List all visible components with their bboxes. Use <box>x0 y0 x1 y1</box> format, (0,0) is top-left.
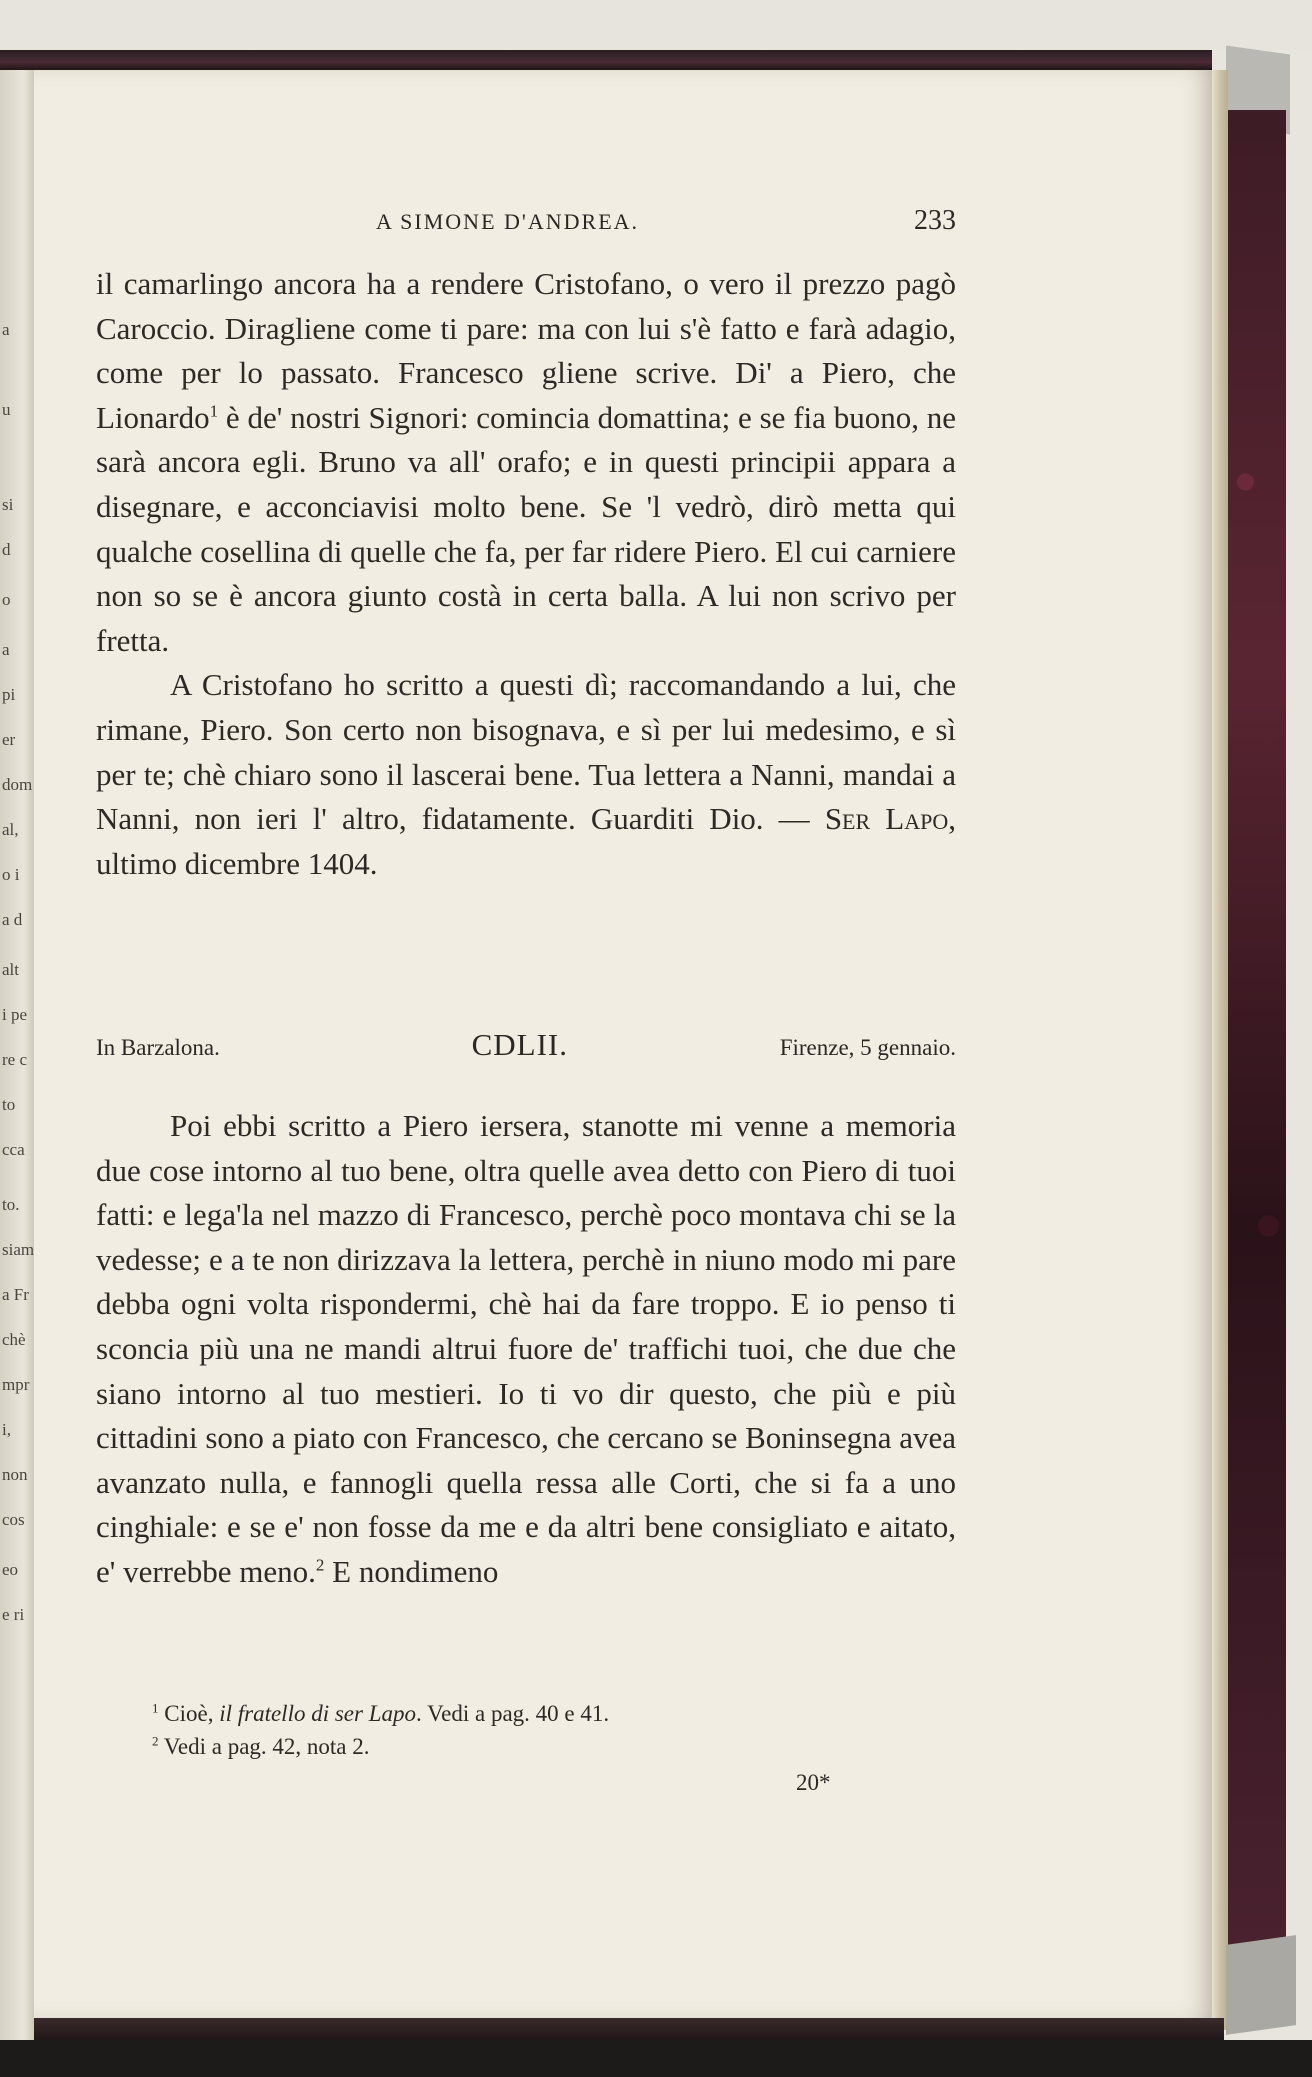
prev-page-fragment: to. <box>2 1195 20 1214</box>
running-title: A SIMONE D'ANDREA. <box>376 209 640 234</box>
signature-name: Ser Lapo <box>824 801 949 837</box>
prev-page-fragment: e ri <box>2 1605 25 1624</box>
prev-page-fragment: chè <box>2 1330 26 1349</box>
running-head <box>96 205 956 237</box>
prev-page-fragment: a <box>2 320 10 339</box>
prev-page-fragment: eo <box>2 1560 19 1579</box>
letter-body-continued <box>96 262 956 886</box>
letter-number: CDLII. <box>471 1027 568 1062</box>
prev-page-fragment: er <box>2 730 16 749</box>
prev-page-fragment: i pe <box>2 1005 28 1024</box>
prev-page-fragment: mpr <box>2 1375 30 1394</box>
page-block-edge <box>1212 70 1228 2030</box>
footnote: $^1$ Cioè, il fratello di ser Lapo. Vedi a pag. 40 e 41. <box>152 1700 610 1726</box>
prev-page-fragment: alt <box>2 960 19 979</box>
marbled-cover <box>1228 110 1286 1970</box>
prev-page-fragment: a <box>2 640 10 659</box>
prev-page-fragment: to <box>2 1095 16 1114</box>
footnote-ref: 2 <box>315 1555 325 1575</box>
prev-page-fragment: i, <box>2 1420 11 1439</box>
page-number: 233 <box>914 205 956 236</box>
prev-page-fragment: re c <box>2 1050 28 1069</box>
prev-page-fragment: a Fr <box>2 1285 29 1304</box>
letter-body <box>96 1104 956 1595</box>
paragraph: il camarlingo ancora ha a rendere Cristofano, o vero il prezzo pagò Caroccio. Diragliene come ti pare: ma con lui s'è fatto e farà adagio, come per lo passato. Francesco gliene scrive. Di' a Piero, che Lionardo$^1$ è de' nostri Signori: comincia domattina; e se fia buono, ne sarà ancora egli. Bruno va all' orafo; e in questi principii appara a disegnare, e acconciavisi molto bene. Se 'l vedrò, dirò metta qui qualche cosellina di quelle che fa, per far ridere Piero. El cui carniere non so se è ancora giunto costà in certa balla. A lui non scrivo per fretta. <box>96 266 956 658</box>
letter-heading <box>96 1027 956 1063</box>
book-cover-right <box>1212 50 1312 2040</box>
background-top <box>0 0 1312 52</box>
book-cover-top-edge <box>0 50 1215 70</box>
prev-page-fragment: o <box>2 590 11 609</box>
book-cover-bottom-edge <box>34 2018 1224 2042</box>
prev-page-fragment: siam <box>2 1240 34 1259</box>
prev-page-fragment: cos <box>2 1510 25 1529</box>
paragraph: Poi ebbi scritto a Piero iersera, stanotte mi venne a memoria due cose intorno al tuo bene, oltra quelle avea detto con Piero di tuoi fatti: e lega'la nel mazzo di Francesco, perchè poco montava chi se la vedesse; e a te non dirizzava la lettera, perchè in niuno modo mi pare debba ogni volta rispondermi, chè hai da fare troppo. E io penso ti sconcia più una ne mandi altrui fuore de' traffichi tuoi, che due che siano intorno al tuo mestieri. Io ti vo dir questo, che più e più cittadini sono a piato con Francesco, che cercano se Boninsegna avea avanzato nulla, e fannogli quella ressa alle Corti, che si fa a uno cinghiale: e se e' non fosse da me e da altri bene consigliato e aitato, e' verrebbe meno.$^2$ E nondimeno <box>96 1108 956 1589</box>
prev-page-fragment: o i <box>2 865 20 884</box>
prev-page-fragment: non <box>2 1465 28 1484</box>
cover-corner <box>1226 1935 1296 2035</box>
paragraph: A Cristofano ho scritto a questi dì; raccomandando a lui, che rimane, Piero. Son certo non bisognava, e sì per lui medesimo, e sì per te; chè chiaro sono il lascerai bene. Tua lettera a Nanni, mandai a Nanni, non ieri l' altro, fidatamente. Guarditi Dio. — Ser Lapo, ultimo dicembre 1404. <box>96 667 956 881</box>
prev-page-fragment: d <box>2 540 11 559</box>
prev-page-fragment: dom <box>2 775 33 794</box>
footnote-ref: 1 <box>209 401 219 421</box>
prev-page-fragment: a d <box>2 910 23 929</box>
prev-page-fragment: cca <box>2 1140 25 1159</box>
prev-page-fragment: u <box>2 400 11 419</box>
footnote: $^2$ Vedi a pag. 42, nota 2. <box>152 1733 370 1759</box>
footnotes <box>152 1697 952 1763</box>
prev-page-fragment: si <box>2 495 14 514</box>
prev-page-fragment: al, <box>2 820 19 839</box>
printer-signature-mark: 20* <box>796 1770 831 1795</box>
background-bottom <box>0 2040 1312 2077</box>
letter-destination: In Barzalona. <box>96 1035 220 1060</box>
letter-place-date: Firenze, 5 gennaio. <box>779 1035 956 1060</box>
prev-page-fragment: pi <box>2 685 16 704</box>
previous-page-edge <box>0 70 34 2045</box>
